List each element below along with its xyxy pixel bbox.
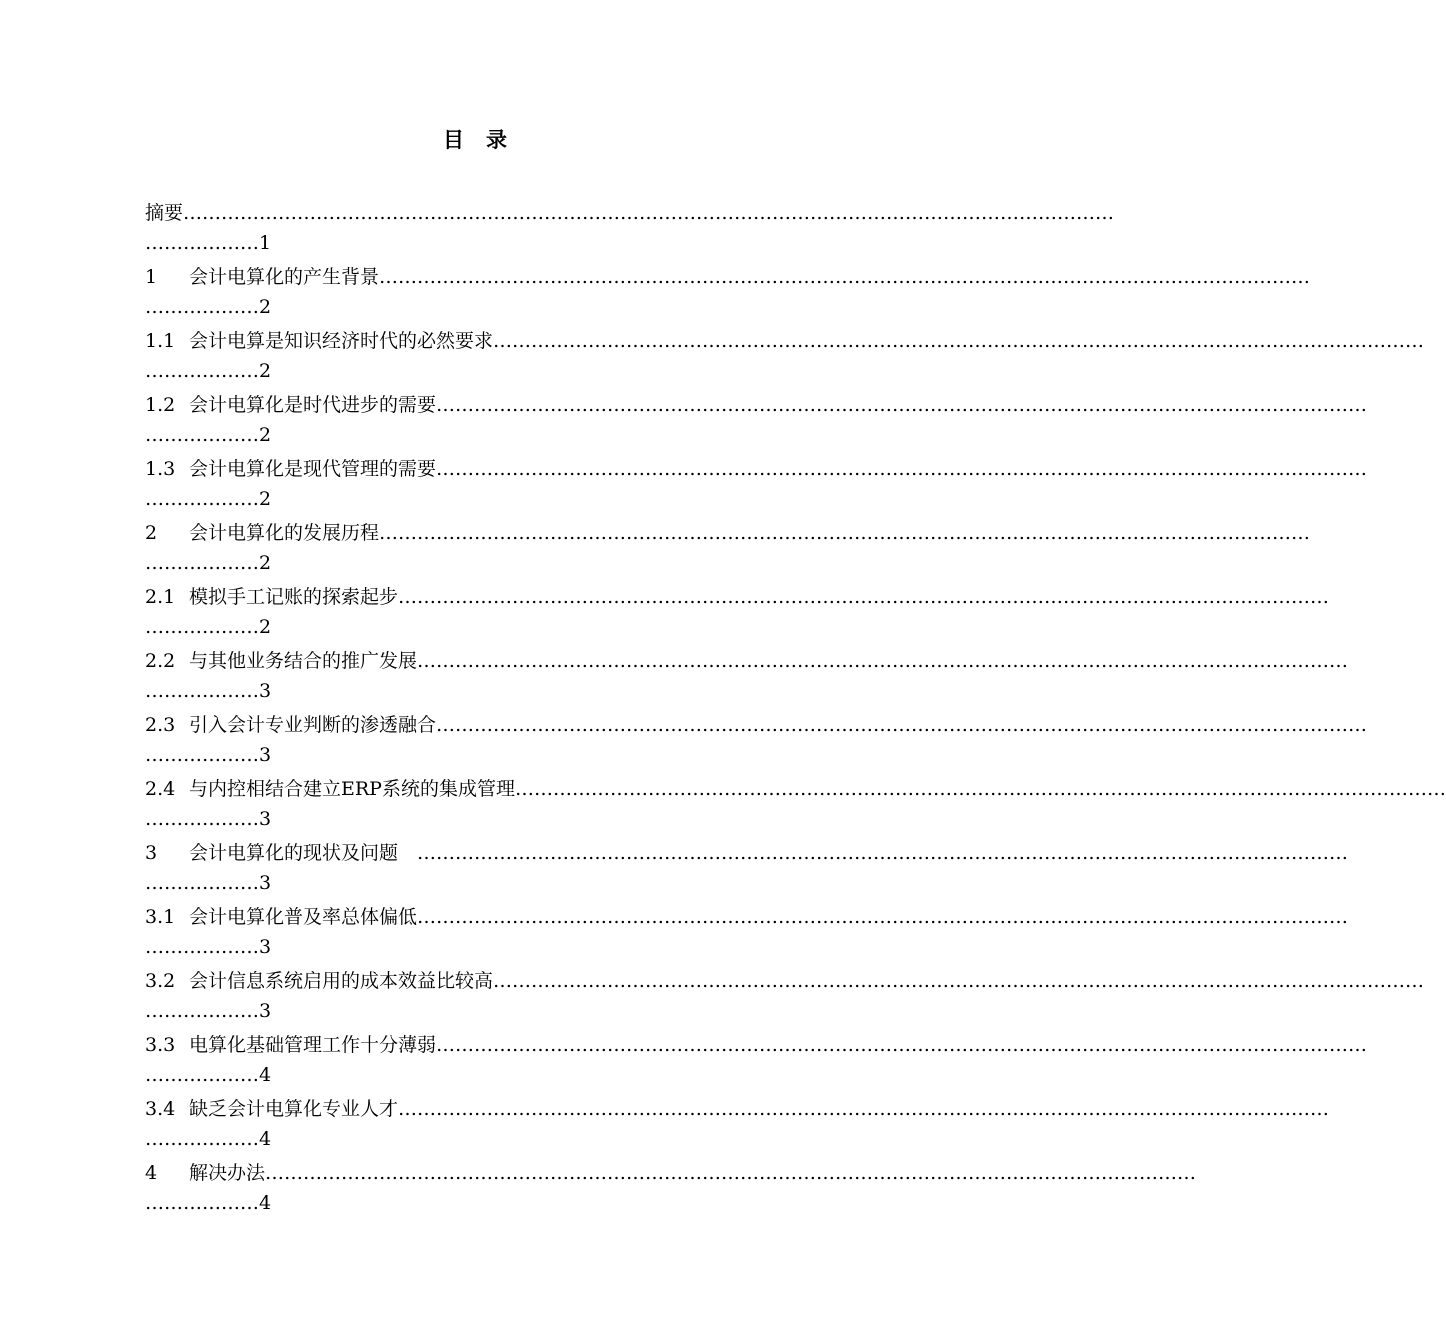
toc-page-number: 2: [259, 616, 272, 638]
toc-entry[interactable]: [145, 900, 1349, 964]
toc-leader: …………………………………………………………………………………………………………………………………: [398, 1098, 1330, 1120]
toc-entry-number: 1.1: [145, 330, 176, 352]
toc-entry[interactable]: [145, 1092, 1330, 1156]
toc-entry-number: 1.2: [145, 394, 176, 416]
toc-leader-tail: ………………: [145, 872, 259, 894]
toc-leader: …………………………………………………………………………………………………………………………………: [514, 778, 1446, 800]
toc-leader: …………………………………………………………………………………………………………………………………: [398, 586, 1330, 608]
toc-leader: …………………………………………………………………………………………………………………………………: [493, 330, 1425, 352]
toc-entry-text: 电算化基础管理工作十分薄弱: [189, 1034, 437, 1056]
toc-entry-text: 会计电算化的发展历程: [189, 522, 380, 544]
toc-leader: …………………………………………………………………………………………………………………………………: [417, 842, 1349, 864]
toc-entry-number: 3: [145, 842, 158, 864]
toc-leader: …………………………………………………………………………………………………………………………………: [436, 714, 1368, 736]
toc-entry[interactable]: [145, 772, 1446, 836]
toc-leader-tail: ………………: [145, 1000, 259, 1022]
toc-entry[interactable]: [145, 452, 1368, 516]
toc-page-number: 3: [259, 808, 272, 830]
toc-leader-tail: ………………: [145, 936, 259, 958]
toc-page-number: 2: [259, 552, 272, 574]
toc-entry[interactable]: [145, 516, 1311, 580]
toc-page-number: 3: [259, 744, 272, 766]
toc-page-number: 2: [259, 296, 272, 318]
toc-entry[interactable]: [145, 580, 1330, 644]
toc-entry[interactable]: [145, 1028, 1368, 1092]
toc-leader-tail: ………………: [145, 552, 259, 574]
toc-page-number: 4: [259, 1128, 272, 1150]
toc-entry[interactable]: [145, 324, 1425, 388]
toc-leader-tail: ………………: [145, 1064, 259, 1086]
toc-title-char-1: 目: [443, 128, 464, 152]
toc-page-number: 3: [259, 936, 272, 958]
toc-page-number: 3: [259, 872, 272, 894]
toc-entry-text: 会计电算是知识经济时代的必然要求: [189, 330, 494, 352]
toc-list: [145, 196, 1446, 1220]
toc-leader: …………………………………………………………………………………………………………………………………: [493, 970, 1425, 992]
toc-entry[interactable]: [145, 196, 1115, 260]
toc-entry-number: 4: [145, 1162, 158, 1184]
toc-page-number: 4: [259, 1192, 272, 1214]
toc-entry[interactable]: [145, 1156, 1197, 1220]
toc-page-number: 4: [259, 1064, 272, 1086]
toc-entry-text: 缺乏会计电算化专业人才: [189, 1098, 399, 1120]
toc-entry-text: 会计信息系统启用的成本效益比较高: [189, 970, 494, 992]
toc-leader: …………………………………………………………………………………………………………………………………: [265, 1162, 1197, 1184]
toc-page-number: 2: [259, 424, 272, 446]
toc-entry[interactable]: [145, 388, 1368, 452]
toc-entry-number: 3.2: [145, 970, 176, 992]
toc-page-number: 3: [259, 680, 272, 702]
toc-page-number: 3: [259, 1000, 272, 1022]
toc-leader: …………………………………………………………………………………………………………………………………: [417, 906, 1349, 928]
toc-entry-text: 与内控相结合建立ERP系统的集成管理: [189, 778, 515, 800]
toc-title-char-2: 录: [486, 128, 507, 152]
toc-entry-text: 摘要: [145, 202, 184, 224]
toc-entry[interactable]: [145, 260, 1311, 324]
toc-leader-tail: ………………: [145, 1128, 259, 1150]
toc-entry-text: 引入会计专业判断的渗透融合: [189, 714, 437, 736]
toc-leader-tail: ………………: [145, 680, 259, 702]
toc-entry-number: 3.3: [145, 1034, 176, 1056]
toc-leader-tail: ………………: [145, 616, 259, 638]
toc-page-number: 2: [259, 360, 272, 382]
toc-leader: …………………………………………………………………………………………………………………………………: [436, 458, 1368, 480]
toc-leader-tail: ………………: [145, 744, 259, 766]
toc-entry-text: 会计电算化是时代进步的需要: [189, 394, 437, 416]
toc-page-number: 2: [259, 488, 272, 510]
toc-leader-tail: ………………: [145, 488, 259, 510]
toc-page-number: 1: [259, 232, 272, 254]
toc-entry-text: 与其他业务结合的推广发展: [189, 650, 418, 672]
toc-leader-tail: ………………: [145, 232, 259, 254]
toc-entry-text: 模拟手工记账的探索起步: [189, 586, 399, 608]
toc-entry[interactable]: [145, 708, 1368, 772]
toc-entry-number: 2.2: [145, 650, 176, 672]
toc-leader: …………………………………………………………………………………………………………………………………: [183, 202, 1115, 224]
toc-entry-number: 1.3: [145, 458, 176, 480]
toc-entry-number: 2.4: [145, 778, 176, 800]
toc-leader-tail: ………………: [145, 1192, 259, 1214]
toc-leader: …………………………………………………………………………………………………………………………………: [379, 266, 1311, 288]
toc-title: [0, 124, 950, 154]
toc-leader-tail: ………………: [145, 808, 259, 830]
toc-leader: …………………………………………………………………………………………………………………………………: [417, 650, 1349, 672]
toc-leader: …………………………………………………………………………………………………………………………………: [436, 394, 1368, 416]
toc-entry-text: 会计电算化的产生背景: [189, 266, 380, 288]
toc-entry-text: 解决办法: [189, 1162, 266, 1184]
toc-entry-text: 会计电算化的现状及问题: [189, 842, 418, 864]
toc-entry[interactable]: [145, 964, 1425, 1028]
toc-entry[interactable]: [145, 836, 1349, 900]
toc-entry-number: 2: [145, 522, 158, 544]
toc-entry-number: 2.1: [145, 586, 176, 608]
toc-entry-number: 3.4: [145, 1098, 176, 1120]
toc-leader-tail: ………………: [145, 424, 259, 446]
toc-leader: …………………………………………………………………………………………………………………………………: [379, 522, 1311, 544]
toc-entry-text: 会计电算化是现代管理的需要: [189, 458, 437, 480]
toc-leader-tail: ………………: [145, 296, 259, 318]
toc-entry-number: 1: [145, 266, 158, 288]
toc-entry-number: 3.1: [145, 906, 176, 928]
toc-entry[interactable]: [145, 644, 1349, 708]
toc-entry-text: 会计电算化普及率总体偏低: [189, 906, 418, 928]
toc-leader-tail: ………………: [145, 360, 259, 382]
toc-entry-number: 2.3: [145, 714, 176, 736]
toc-leader: …………………………………………………………………………………………………………………………………: [436, 1034, 1368, 1056]
